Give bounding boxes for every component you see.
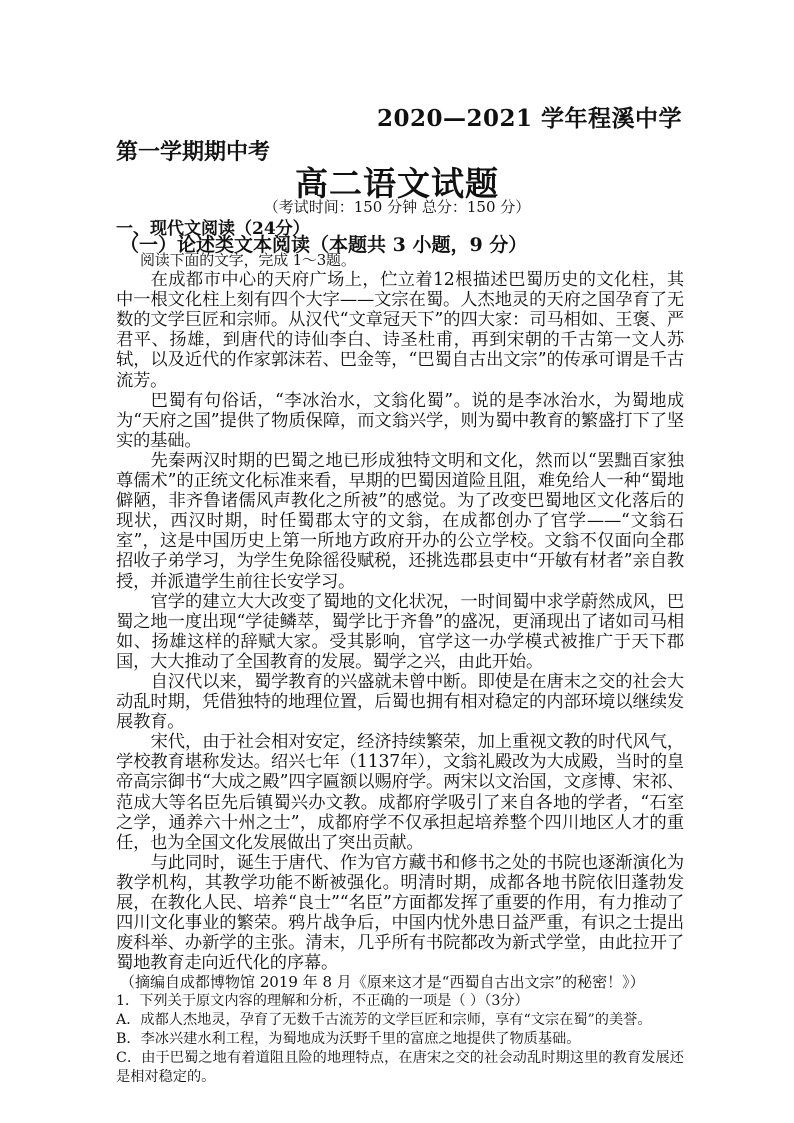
option-a: A．成都人杰地灵，孕育了无数千古流芳的文学巨匠和宗师，享有“文宗在蜀”的美誉。 — [116, 1012, 652, 1029]
option-c: C．由于巴蜀之地有着道阻且险的地理特点，在唐宋之交的社会动乱时期这里的教育发展还是相对稳定的。 — [116, 1050, 684, 1086]
paragraph-6: 宋代，由于社会相对安定，经济持续繁荣，加上重视文教的时代风气，学校教育堪称发达。绍兴七年（1137年），文翁礼殿改为大成殿，当时的皇帝高宗御书“大成之殿”四字匾额以赐府学。两宋以文治国，文彦博、宋祁、范成大等名臣先后镇蜀兴办文教。成都府学吸引了来自各地的学者，“石室之学，通养六十州之士”，成都府学不仅承担起培养整个四川地区人才的重任，也为全国文化发展做出了突出贡献。 — [116, 732, 684, 853]
exam-info: （考试时间：150 分钟 总分：150 分） — [263, 198, 531, 216]
reading-passage — [116, 250, 684, 1087]
paragraph-5: 自汉代以来，蜀学教育的兴盛就未曾中断。即使是在唐末之交的社会大动乱时期，凭借独特的地理位置，后蜀也拥有相对稳定的内部环境以继续发展教育。 — [116, 671, 684, 733]
paragraph-1: 在成都市中心的天府广场上，伫立着12根描述巴蜀历史的文化柱，其中一根文化柱上刻有四个大字——文宗在蜀。人杰地灵的天府之国孕育了无数的文学巨匠和宗师。从汉代“文章冠天下”的四大家：司马相如、王褒、严君平、扬雄，到唐代的诗仙李白、诗圣杜甫，再到宋朝的千古第一文人苏轼，以及近代的作家郭沫若、巴金等，“巴蜀自古出文宗”的传承可谓是千古流芳。 — [116, 270, 684, 391]
school-year-heading: 2020—2021 学年程溪中学 — [376, 105, 682, 132]
paragraph-7: 与此同时，诞生于唐代、作为官方藏书和修书之处的书院也逐渐演化为教学机构，其教学功能不断被强化。明清时期，成都各地书院依旧蓬勃发展，在教化人民、培养“良士”“名臣”方面都发挥了重要的作用，有力推动了四川文化事业的繁荣。鸦片战争后，中国内忧外患日益严重，有识之士提出废科举、办新学的主张。清末，几乎所有书院都改为新式学堂，由此拉开了蜀地教育走向近代化的序幕。 — [116, 852, 684, 974]
question-stem: 1．下列关于原文内容的理解和分析，不正确的一项是（ ）（3分） — [116, 993, 529, 1010]
paragraph-3: 先秦两汉时期的巴蜀之地已形成独特文明和文化，然而以“罢黜百家独尊儒术”的正统文化标准来看，早期的巴蜀因道险且阻，难免给人一种“蜀地僻陋，非齐鲁诸儒风声教化之所被”的感觉。为了改变巴蜀地区文化落后的现状，西汉时期，时任蜀郡太守的文翁，在成都创办了官学——“文翁石室”，这是中国历史上第一所地方政府开办的公立学校。文翁不仅面向全郡招收子弟学习，为学生免除徭役赋税，还挑选郡县吏中“开敏有材者”亲自教授，并派遣学生前往长安学习。 — [116, 450, 684, 592]
paragraph-4: 官学的建立大大改变了蜀地的文化状况，一时间蜀中求学蔚然成风，巴蜀之地一度出现“学徒鳞萃，蜀学比于齐鲁”的盛况，更涌现出了诸如司马相如、扬雄这样的辞赋大家。受其影响，官学这一办学模式被推广于天下郡国，大大推动了全国教育的发展。蜀学之兴，由此开始。 — [116, 591, 684, 672]
term-heading: 第一学期期中考 — [116, 139, 271, 165]
source-citation: （摘编自成都博物馆 2019 年 8 月《原来这才是“西蜀自古出文宗”的秘密！》） — [120, 973, 645, 992]
instruction: 阅读下面的文字，完成 1～3题。 — [140, 251, 356, 269]
option-b: B．李冰兴建水利工程，为蜀地成为沃野千里的富庶之地提供了物质基础。 — [116, 1031, 581, 1048]
subsection-heading: （一）论述类文本阅读（本题共 3 小题，9 分） — [120, 234, 528, 256]
paragraph-2: 巴蜀有句俗话，“李冰治水，文翁化蜀”。说的是李冰治水，为蜀地成为“天府之国”提供了物质保障，而文翁兴学，则为蜀中教育的繁盛打下了坚实的基础。 — [116, 390, 684, 451]
exam-title: 高二语文试题 — [295, 164, 499, 203]
section-heading: 一、现代文阅读（24分） — [116, 219, 310, 239]
